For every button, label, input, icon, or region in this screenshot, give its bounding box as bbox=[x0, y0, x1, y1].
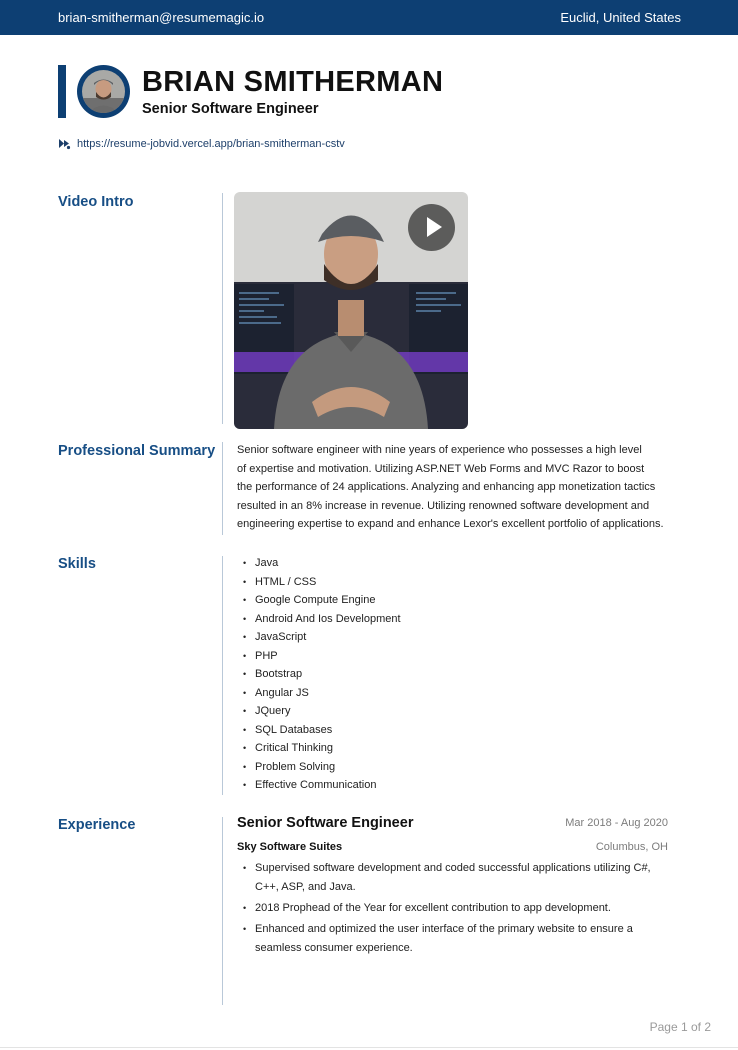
summary-line: resulted in an 8% increase in revenue. Utilizing renowned software development and bbox=[237, 499, 650, 512]
section-divider bbox=[222, 556, 223, 795]
candidate-title: Senior Software Engineer bbox=[142, 101, 319, 117]
skill-item: • JavaScript bbox=[243, 628, 401, 647]
video-thumbnail[interactable] bbox=[234, 192, 468, 429]
video-link[interactable] bbox=[58, 137, 345, 150]
section-divider bbox=[222, 817, 223, 1005]
summary-line: Senior software engineer with nine years of experience who possesses a high level bbox=[237, 444, 642, 456]
contact-location: Euclid, United States bbox=[560, 10, 681, 25]
experience-job-title: Senior Software Engineer bbox=[237, 815, 414, 831]
skill-item: • Android And Ios Development bbox=[243, 610, 401, 629]
page-bottom-divider bbox=[0, 1047, 738, 1048]
experience-bullet: • Enhanced and optimized the user interface of the primary website to ensure a seamless consumer experience. bbox=[243, 920, 668, 958]
video-link-url[interactable]: https://resume-jobvid.vercel.app/brian-smitherman-cstv bbox=[77, 137, 345, 150]
play-icon[interactable] bbox=[408, 204, 455, 251]
page-number: Page 1 of 2 bbox=[649, 1020, 711, 1034]
experience-company: Sky Software Suites bbox=[237, 841, 343, 853]
skill-item: • Java bbox=[243, 554, 401, 573]
skill-item: • Effective Communication bbox=[243, 776, 401, 795]
skill-item: • Problem Solving bbox=[243, 758, 401, 777]
avatar-photo bbox=[82, 70, 125, 113]
section-divider bbox=[222, 442, 223, 535]
avatar bbox=[77, 65, 130, 118]
candidate-name: BRIAN SMITHERMAN bbox=[142, 66, 444, 98]
skill-item: • Angular JS bbox=[243, 684, 401, 703]
experience-location: Columbus, OH bbox=[595, 841, 668, 853]
skills-list bbox=[243, 554, 401, 795]
experience-bullets bbox=[243, 859, 668, 960]
summary-line: the performance of 24 applications. Analyzing and enhancing app monetization tactics bbox=[237, 481, 656, 494]
section-title-experience: Experience bbox=[58, 817, 136, 833]
section-title-video-intro: Video Intro bbox=[58, 194, 134, 210]
skill-item: • Google Compute Engine bbox=[243, 591, 401, 610]
header-accent-bar bbox=[58, 65, 66, 118]
summary-line: of expertise and motivation. Utilizing ASP.NET Web Forms and MVC Razor to boost bbox=[237, 462, 645, 475]
skill-item: • SQL Databases bbox=[243, 721, 401, 740]
video-link-icon bbox=[58, 137, 71, 150]
experience-bullet: • Supervised software development and coded successful applications utilizing C#, C++, ASP, and Java. bbox=[243, 859, 668, 897]
skill-item: • Bootstrap bbox=[243, 665, 401, 684]
skill-item: • PHP bbox=[243, 647, 401, 666]
section-divider bbox=[222, 193, 223, 424]
contact-email[interactable]: brian-smitherman@resumemagic.io bbox=[58, 10, 265, 25]
top-bar bbox=[0, 0, 738, 35]
experience-bullet: • 2018 Prophead of the Year for excellent contribution to app development. bbox=[243, 899, 668, 918]
section-title-skills: Skills bbox=[58, 556, 96, 572]
skill-item: • JQuery bbox=[243, 702, 401, 721]
experience-dates: Mar 2018 - Aug 2020 bbox=[565, 817, 668, 829]
skill-item: • HTML / CSS bbox=[243, 573, 401, 592]
skill-item: • Critical Thinking bbox=[243, 739, 401, 758]
section-title-professional-summary: Professional Summary bbox=[58, 443, 216, 459]
summary-line: engineering expertise to expand and enhance Lexor's excellent portfolio of applications. bbox=[237, 518, 664, 531]
resume-header bbox=[58, 65, 658, 118]
summary-text bbox=[237, 441, 677, 534]
